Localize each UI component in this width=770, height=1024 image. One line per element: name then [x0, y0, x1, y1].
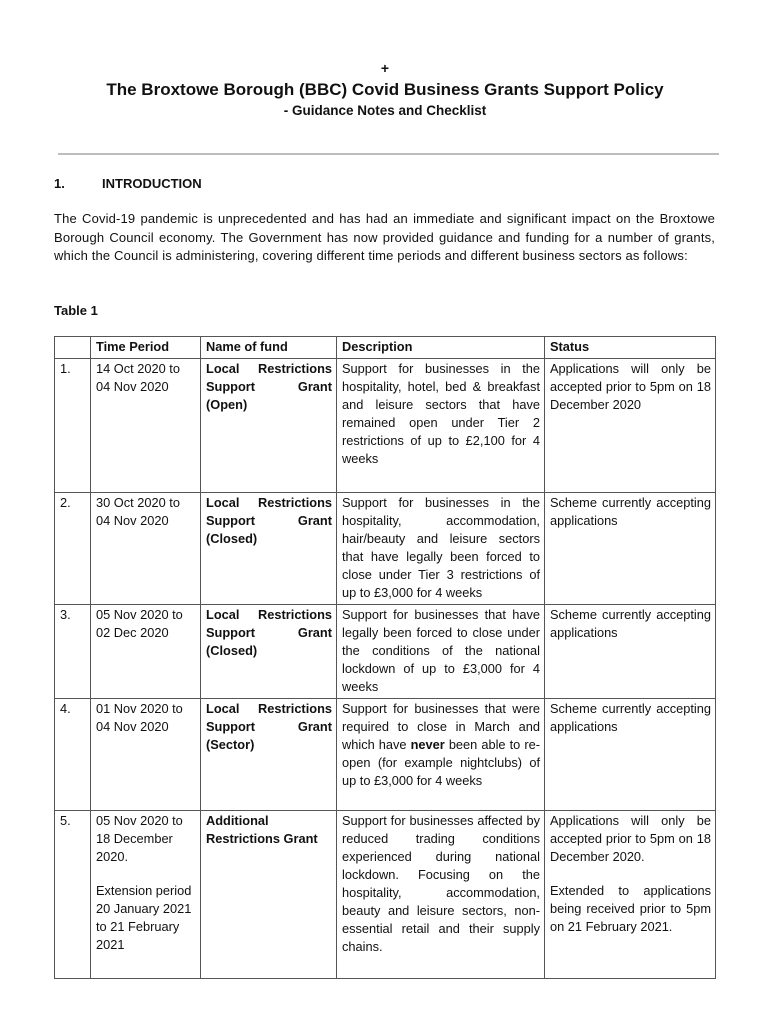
row-description: Support for businesses that have legally been forced to close under the conditions of the national lockdown of up to £3,000 for 4 weeks	[337, 605, 545, 699]
row-number: 1.	[55, 359, 91, 493]
row-status: Scheme currently accepting applications	[545, 493, 716, 605]
row-description: Support for businesses in the hospitality, hotel, bed & breakfast and leisure sectors that have remained open under Tier 2 restrictions of up to £2,100 for 4 weeks	[337, 359, 545, 493]
table-row	[55, 605, 716, 699]
table-row	[55, 359, 716, 493]
row-description: Support for businesses in the hospitality, accommodation, hair/beauty and leisure sectors that have legally been forced to close under Tier 3 restrictions of up to £3,000 for 4 weeks	[337, 493, 545, 605]
row-period	[91, 811, 201, 979]
table-header-row	[55, 337, 716, 359]
row-fund: Additional Restrictions Grant	[201, 811, 337, 979]
document-title: The Broxtowe Borough (BBC) Covid Business Grants Support Policy	[106, 80, 664, 99]
row-fund: Local Restrictions Support Grant (Open)	[201, 359, 337, 493]
table-label: Table 1	[54, 303, 98, 318]
table-row	[55, 699, 716, 811]
row-status: Scheme currently accepting applications	[545, 699, 716, 811]
period-main: 05 Nov 2020 to 18 December 2020.	[96, 813, 183, 864]
section-title: INTRODUCTION	[102, 176, 202, 191]
row-status: Applications will only be accepted prior to 5pm on 18 December 2020	[545, 359, 716, 493]
row-description	[337, 699, 545, 811]
status-extension: Extended to applications being received prior to 5pm on 21 February 2021.	[550, 883, 711, 934]
header-description: Description	[337, 337, 545, 359]
section-number: 1.	[54, 176, 65, 191]
row-period: 01 Nov 2020 to 04 Nov 2020	[91, 699, 201, 811]
description-part: Support for businesses that were required to close in March and which have	[342, 701, 540, 752]
description-emphasis: never	[410, 737, 445, 752]
grants-table	[54, 336, 716, 979]
row-number: 4.	[55, 699, 91, 811]
row-number: 2.	[55, 493, 91, 605]
row-number: 5.	[55, 811, 91, 979]
intro-paragraph: The Covid-19 pandemic is unprecedented and has had an immediate and significant impact on the Broxtowe Borough Council economy. The Government has now provided guidance and funding for a number of grants, which the Council is administering, covering different time periods and different business sectors as follows:	[54, 211, 715, 263]
table-row	[55, 493, 716, 605]
row-fund: Local Restrictions Support Grant (Sector)	[201, 699, 337, 811]
plus-mark: +	[380, 60, 390, 76]
description-part: been able to re-open (for example nightclubs) of up to £3,000 for 4 weeks	[342, 737, 540, 788]
period-extension: Extension period 20 January 2021 to 21 February 2021	[96, 883, 192, 952]
row-period: 05 Nov 2020 to 02 Dec 2020	[91, 605, 201, 699]
row-period: 14 Oct 2020 to 04 Nov 2020	[91, 359, 201, 493]
header-number	[55, 337, 91, 359]
document-subtitle: - Guidance Notes and Checklist	[283, 103, 487, 118]
row-status	[545, 811, 716, 979]
section-heading	[54, 176, 202, 191]
row-period: 30 Oct 2020 to 04 Nov 2020	[91, 493, 201, 605]
header-status: Status	[545, 337, 716, 359]
row-number: 3.	[55, 605, 91, 699]
header-time-period: Time Period	[91, 337, 201, 359]
status-main: Applications will only be accepted prior to 5pm on 18 December 2020.	[550, 813, 711, 864]
header-name-of-fund: Name of fund	[201, 337, 337, 359]
horizontal-divider	[58, 153, 719, 155]
row-fund: Local Restrictions Support Grant (Closed)	[201, 493, 337, 605]
row-status: Scheme currently accepting applications	[545, 605, 716, 699]
table-row	[55, 811, 716, 979]
row-fund: Local Restrictions Support Grant (Closed)	[201, 605, 337, 699]
row-description: Support for businesses affected by reduced trading conditions experienced during national lockdown. Focusing on the hospitality, accommodation, beauty and leisure sectors, non-essential retail and their supply chains.	[337, 811, 545, 979]
